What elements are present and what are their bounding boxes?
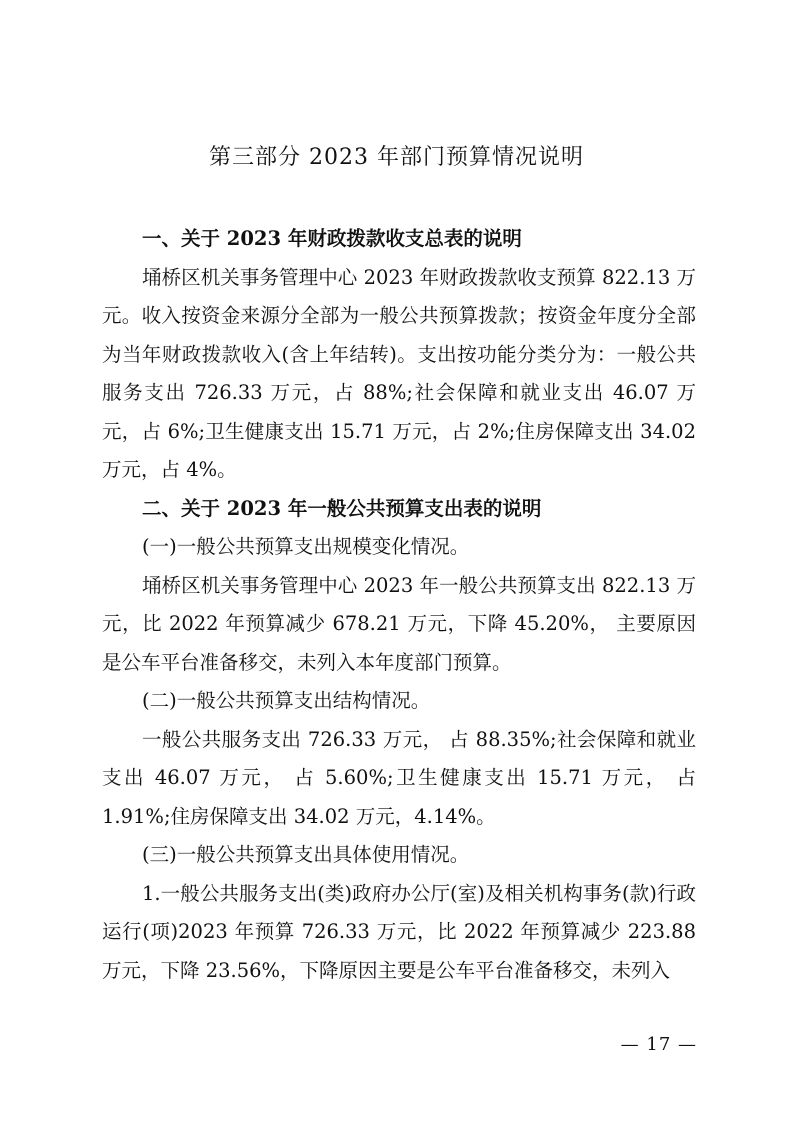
document-body (102, 220, 696, 990)
section-heading-2: 二、关于 2023 年一般公共预算支出表的说明 (142, 496, 542, 520)
subsection-heading-3: (三)一般公共预算支出具体使用情况。 (142, 843, 470, 866)
section-paragraph-1: 埇桥区机关事务管理中心 2023 年财政拨款收支预算 822.13 万元。收入按资金来源分全部为一般公共预算拨款；按资金年度分全部为当年财政拨款收入(含上年结转)。支出按功能分类分为：一般公共服务支出 726.33 万元，占 88%;社会保障和就业支出 46.07 万元，占 6%;卫生健康支出 15.71 万元，占 2%;住房保障支出 34.02 万元，占 4%。 (102, 265, 696, 481)
item-paragraph-1: 1.一般公共服务支出(类)政府办公厅(室)及相关机构事务(款)行政运行(项)2023 年预算 726.33 万元，比 2022 年预算减少 223.88 万元，下降 23.56%，下降原因主要是公车平台准备移交，未列入 (102, 881, 696, 982)
subsection-heading-1: (一)一般公共预算支出规模变化情况。 (142, 535, 470, 558)
page-title: 第三部分 2023 年部门预算情况说明 (209, 145, 584, 170)
section-heading-1: 一、关于 2023 年财政拨款收支总表的说明 (142, 227, 522, 250)
page-number: — 17 — (620, 1034, 697, 1055)
subsection-paragraph-2: 一般公共服务支出 726.33 万元， 占 88.35%;社会保障和就业支出 46.07 万元， 占 5.60%;卫生健康支出 15.71 万元， 占 1.91%;住房保障支出 34.02 万元，4.14%。 (102, 727, 696, 828)
subsection-paragraph-1: 埇桥区机关事务管理中心 2023 年一般公共预算支出 822.13 万元，比 2022 年预算减少 678.21 万元，下降 45.20%， 主要原因是公车平台准备移交，未列入本年度部门预算。 (102, 573, 696, 674)
subsection-heading-2: (二)一般公共预算支出结构情况。 (142, 689, 431, 712)
